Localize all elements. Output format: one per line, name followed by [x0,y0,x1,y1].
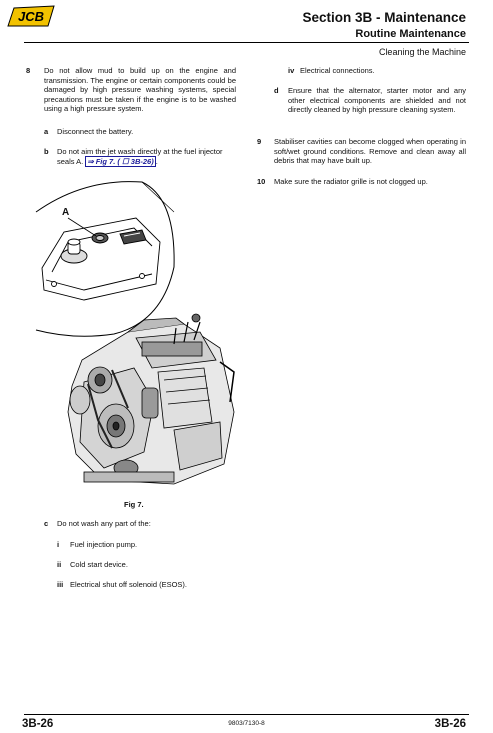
item-b-paragraph [57,147,239,166]
item-b-end: . [155,156,158,166]
item-b-letter: b [44,147,49,156]
topic-title: Cleaning the Machine [378,47,466,57]
figure-7 [24,172,246,494]
item-10-number: 10 [257,177,266,186]
item-9-number: 9 [257,137,262,146]
item-c-ii-text: Cold start device. [70,560,128,569]
item-c-ii-number: ii [57,560,62,569]
page-number-right: 3B-26 [434,718,466,730]
item-9-text: Stabiliser cavities can become clogged when operating in soft/wet ground conditions. Remove and clean away all debris that may have built up. [274,137,466,166]
section-title: Section 3B - Maintenance [302,10,466,25]
item-8-text: Do not allow mud to build up on the engine and transmission. The engine or certain components could be damaged by high pressure washing systems, special precautions must be taken if the engine is to be washed using a high pressure system. [44,66,236,114]
figure-label-a: A [62,207,70,218]
item-b-text: Do not aim the jet wash directly at the fuel injector seals A. [57,147,223,166]
item-c-letter: c [44,519,49,528]
item-iv-text: Electrical connections. [300,66,375,75]
figure-caption: Fig 7. [124,500,144,509]
item-a-letter: a [44,127,49,136]
item-iv-number: iv [288,66,295,75]
logo-text: JCB [17,9,45,24]
jcb-logo [4,4,56,30]
item-c-text: Do not wash any part of the: [57,519,151,528]
item-10-text: Make sure the radiator grille is not clogged up. [274,177,428,186]
document-code: 9803/7130-8 [228,720,265,727]
section-subtitle: Routine Maintenance [355,28,466,40]
header-divider [24,42,469,43]
footer-divider [24,714,469,715]
figure-7-link[interactable]: ⇒ Fig 7. ( ☐ 3B-26) [87,156,154,166]
item-d-letter: d [274,86,279,95]
item-d-text: Ensure that the alternator, starter motor and any other electrical components are shielded and not directly cleaned by high pressure cleaning system. [288,86,466,115]
item-c-iii-number: iii [57,580,64,589]
item-8-number: 8 [26,66,31,75]
item-a-text: Disconnect the battery. [57,127,134,136]
engine-illustration [24,172,246,494]
item-c-i-number: i [57,540,60,549]
page-number-left: 3B-26 [22,718,54,730]
item-c-i-text: Fuel injection pump. [70,540,138,549]
item-c-iii-text: Electrical shut off solenoid (ESOS). [70,580,187,589]
